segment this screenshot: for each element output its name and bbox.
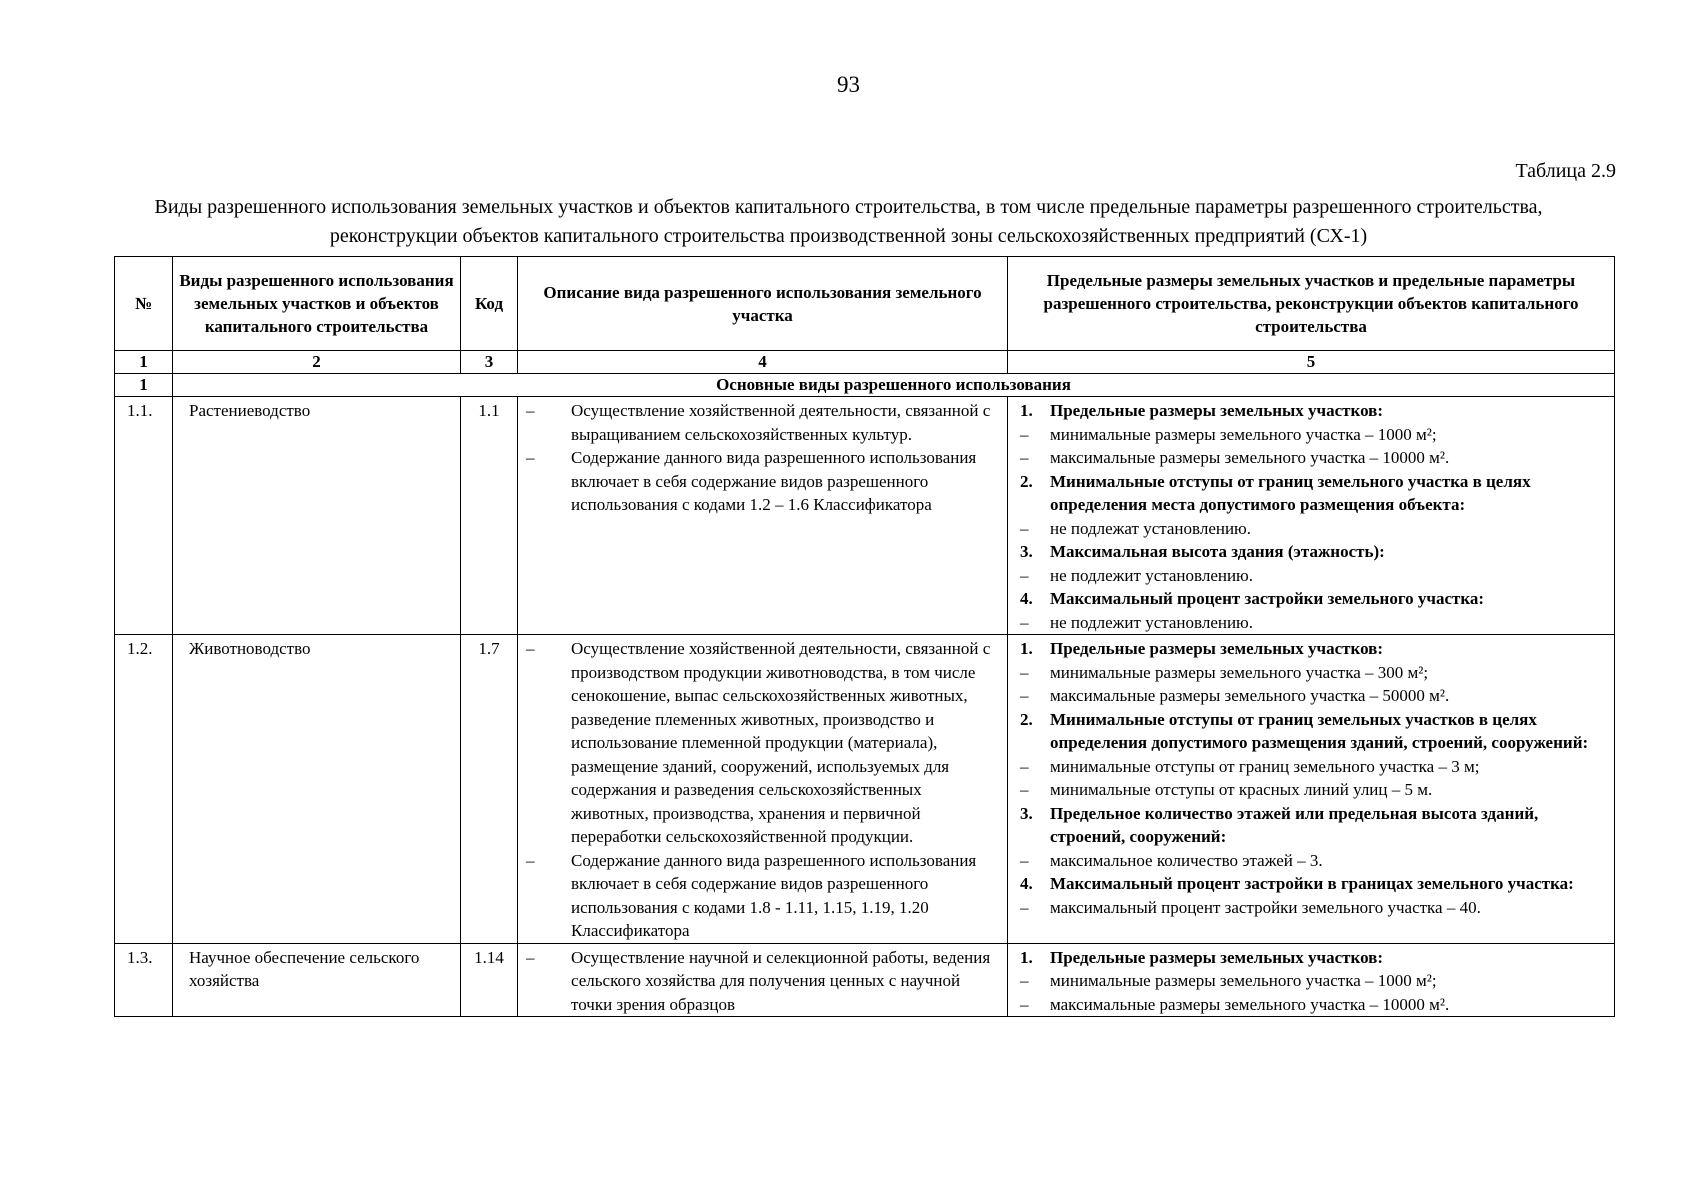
parameter-marker: – [1020,448,1029,467]
parameter-text: максимальные размеры земельного участка – 10000 м². [1050,994,1450,1014]
row-parameters [1008,943,1615,1017]
header-code: Код [461,257,518,351]
row-description [518,943,1008,1017]
dash-marker: – [526,639,535,658]
section-title: Основные виды разрешенного использования [173,374,1615,397]
parameter-heading [1020,470,1604,517]
column-number: 3 [461,351,518,374]
parameter-marker: 1. [1020,947,1033,967]
parameter-text: не подлежат установлению. [1050,518,1252,538]
table-label: Таблица 2.9 [1515,160,1616,182]
column-number: 5 [1008,351,1615,374]
description-text: Содержание данного вида разрешенного использования включает в себя содержание видов разрешенного использования с кодами 1.2 – 1.6 Классификатора [571,448,977,514]
parameter-value [1020,611,1604,635]
parameter-text: минимальные размеры земельного участка – 1000 м²; [1050,424,1437,444]
section-row [115,374,1615,397]
parameter-text: минимальные размеры земельного участка – 1000 м²; [1050,971,1437,990]
row-use-type: Растениеводство [173,397,461,635]
parameter-value [1020,423,1604,447]
column-number: 1 [115,351,173,374]
parameter-marker: 4. [1020,874,1033,893]
parameter-text: Минимальные отступы от границ земельных участков в целях определения допустимого размещения зданий, строений, сооружений: [1050,709,1589,752]
section-number: 1 [115,374,173,397]
parameter-text: максимальные размеры земельного участка – 50000 м². [1050,686,1450,705]
parameter-text: не подлежит установлению. [1050,565,1254,585]
parameter-marker: 2. [1020,709,1033,729]
row-description [518,397,1008,635]
row-code: 1.7 [461,635,518,944]
parameter-value [1020,684,1604,708]
parameter-marker: – [1020,424,1029,444]
parameter-text: максимальный процент застройки земельного участка – 40. [1050,897,1481,917]
parameter-text: не подлежит установлению. [1050,612,1254,632]
parameter-heading [1020,587,1604,611]
description-text: Осуществление научной и селекционной работы, ведения сельского хозяйства для получения ценных с научной точки зрения образцов [571,947,991,1014]
parameter-marker: 1. [1020,639,1033,658]
description-item [526,849,997,943]
dash-marker: – [526,947,535,967]
parameter-text: Максимальный процент застройки в границах земельного участка: [1050,874,1574,893]
parameter-value [1020,896,1604,920]
parameter-heading [1020,399,1604,423]
parameter-marker: 1. [1020,401,1033,420]
description-item [526,446,997,517]
header-parameters: Предельные размеры земельных участков и предельные параметры разрешенного строительства, реконструкции объектов капитального строительства [1008,257,1615,351]
parameter-value [1020,661,1604,685]
parameter-text: минимальные отступы от красных линий улиц – 5 м. [1050,780,1433,799]
parameter-text: минимальные отступы от границ земельного участка – 3 м; [1050,756,1480,776]
description-item [526,399,997,446]
row-code: 1.14 [461,943,518,1017]
header-number: № [115,257,173,351]
row-number: 1.3. [115,943,173,1017]
column-number: 4 [518,351,1008,374]
parameter-heading [1020,802,1604,849]
parameter-marker: – [1020,756,1029,776]
parameter-marker: – [1020,994,1029,1014]
row-parameters [1008,635,1615,944]
parameter-marker: – [1020,612,1029,632]
column-number: 2 [173,351,461,374]
dash-marker: – [526,448,535,467]
parameter-marker: 2. [1020,471,1033,491]
row-use-type: Научное обеспечение сельского хозяйства [173,943,461,1017]
parameter-value [1020,778,1604,802]
column-number-row [115,351,1615,374]
parameter-text: Максимальная высота здания (этажность): [1050,542,1385,561]
parameter-value [1020,993,1604,1017]
dash-marker: – [526,401,535,420]
row-parameters [1008,397,1615,635]
row-number: 1.1. [115,397,173,635]
parameter-text: максимальные размеры земельного участка – 10000 м². [1050,448,1450,467]
parameter-value [1020,446,1604,470]
parameter-marker: – [1020,565,1029,585]
description-text: Осуществление хозяйственной деятельности, связанной с выращиванием сельскохозяйственных культур. [571,401,991,444]
table-row [115,397,1615,635]
parameter-marker: – [1020,897,1029,917]
description-item [526,946,997,1017]
parameter-text: Максимальный процент застройки земельного участка: [1050,589,1485,608]
row-number: 1.2. [115,635,173,944]
parameter-value [1020,849,1604,873]
parameter-value [1020,517,1604,541]
parameter-text: максимальное количество этажей – 3. [1050,850,1323,870]
header-description: Описание вида разрешенного использования земельного участка [518,257,1008,351]
parameter-marker: – [1020,662,1029,682]
parameter-heading [1020,540,1604,564]
parameter-text: Предельные размеры земельных участков: [1050,401,1384,420]
parameter-marker: – [1020,850,1029,870]
parameter-value [1020,969,1604,993]
parameter-marker: – [1020,971,1029,990]
parameter-heading [1020,637,1604,661]
table-row [115,943,1615,1017]
parameter-marker: – [1020,686,1029,705]
header-use-type: Виды разрешенного использования земельных участков и объектов капитального строительства [173,257,461,351]
land-use-table [114,256,1615,1017]
parameter-marker: – [1020,780,1029,799]
parameter-marker: 3. [1020,803,1033,823]
row-description [518,635,1008,944]
parameter-text: Предельное количество этажей или предельная высота зданий, строений, сооружений: [1050,803,1539,846]
parameter-text: минимальные размеры земельного участка – 300 м²; [1050,662,1429,682]
page-number: 93 [837,72,860,97]
parameter-marker: 4. [1020,589,1033,608]
parameter-heading [1020,872,1604,896]
description-text: Содержание данного вида разрешенного использования включает в себя содержание видов разрешенного использования с кодами 1.8 - 1.11, 1.15, 1.19, 1.20 Классификатора [571,850,977,940]
parameter-heading [1020,708,1604,755]
parameter-value [1020,755,1604,779]
row-code: 1.1 [461,397,518,635]
dash-marker: – [526,850,535,870]
parameter-value [1020,564,1604,588]
table-caption: Виды разрешенного использования земельных участков и объектов капитального строительства, в том числе предельные параметры разрешенного строительства, реконструкции объектов капитального строительства производственной зоны сельскохозяйственных предприятий (СХ-1) [154,196,1543,247]
parameter-heading [1020,946,1604,970]
parameter-text: Минимальные отступы от границ земельного участка в целях определения места допустимого размещения объекта: [1050,471,1531,514]
parameter-marker: 3. [1020,542,1033,561]
parameter-text: Предельные размеры земельных участков: [1050,639,1384,658]
header-row [115,257,1615,351]
description-item [526,637,997,849]
parameter-text: Предельные размеры земельных участков: [1050,947,1384,967]
description-text: Осуществление хозяйственной деятельности, связанной с производством продукции животноводства, в том числе сенокошение, выпас сельскохозяйственных животных, разведение племенных животных, производство и использование племенной продукции (материала), размещение зданий, сооружений, используемых для содержания и разведения сельскохозяйственных животных, производства, хранения и первичной переработки сельскохозяйственной продукции. [571,639,991,846]
table-row [115,635,1615,944]
parameter-marker: – [1020,518,1029,538]
row-use-type: Животноводство [173,635,461,944]
